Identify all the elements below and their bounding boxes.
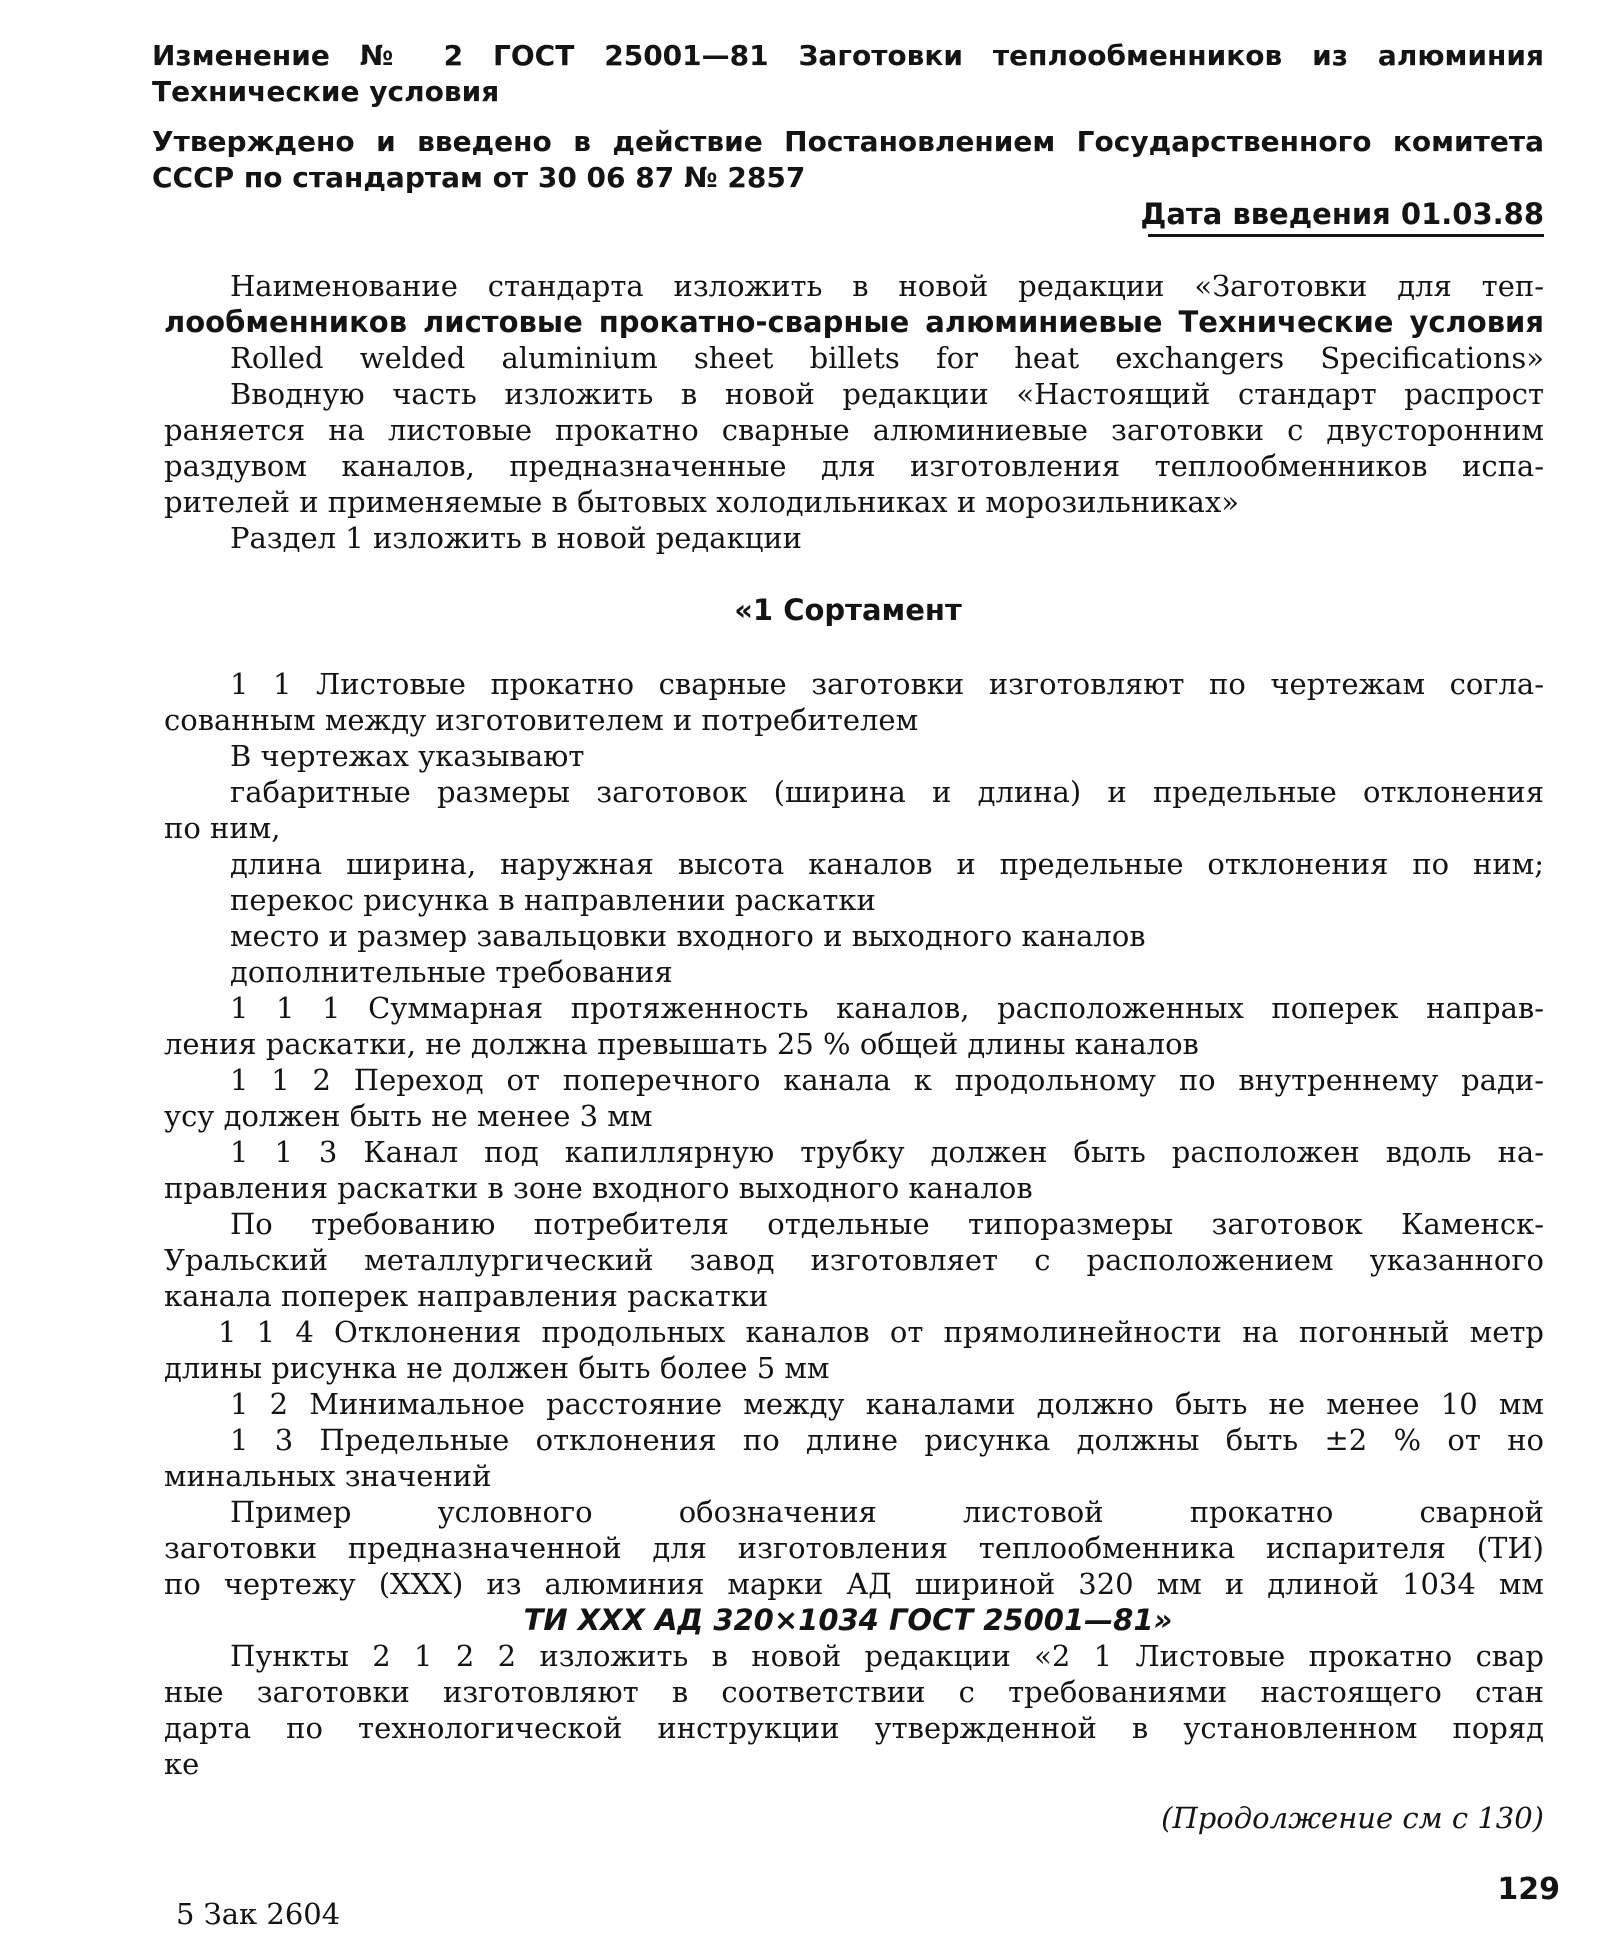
page-number: 129: [1497, 1872, 1560, 1907]
body-line: заготовки предназначенной для изготовления теплообменника испарителя (ТИ): [164, 1531, 1544, 1565]
body-line: перекос рисунка в направлении раскатки: [230, 883, 876, 917]
intro-line7: рителей и применяемые в бытовых холодильниках и морозильниках»: [164, 485, 1239, 519]
body-line: 1 1 3 Канал под капиллярную трубку должен быть расположен вдоль на-: [230, 1135, 1544, 1169]
effective-date-underline: [1148, 234, 1544, 237]
intro-line1: Наименование стандарта изложить в новой редакции «Заготовки для теп-: [230, 269, 1544, 303]
body-line: Пункты 2 1 2 2 изложить в новой редакции «2 1 Листовые прокатно свар: [230, 1639, 1544, 1673]
body-line: 1 1 Листовые прокатно сварные заготовки изготовляют по чертежам согла-: [230, 667, 1544, 701]
body-line: 1 1 1 Суммарная протяженность каналов, расположенных поперек направ-: [230, 991, 1544, 1025]
body-line: 1 1 2 Переход от поперечного канала к продольному по внутреннему ради-: [230, 1063, 1544, 1097]
body-line: По требованию потребителя отдельные типоразмеры заготовок Каменск-: [230, 1207, 1544, 1241]
body-line: 1 2 Минимальное расстояние между каналами должно быть не менее 10 мм: [230, 1387, 1544, 1421]
intro-line8: Раздел 1 изложить в новой редакции: [230, 521, 802, 555]
body-line: дарта по технологической инструкции утвержденной в установленном поряд: [164, 1711, 1544, 1745]
body-line: ления раскатки, не должна превышать 25 % общей длины каналов: [164, 1027, 1199, 1061]
body-line: 1 1 4 Отклонения продольных каналов от прямолинейности на погонный метр: [218, 1315, 1544, 1349]
body-line: габаритные размеры заготовок (ширина и длина) и предельные отклонения: [230, 775, 1544, 809]
body-line: правления раскатки в зоне входного выходного каналов: [164, 1171, 1033, 1205]
approval-line1: Утверждено и введено в действие Постановлением Государственного комитета: [152, 125, 1544, 158]
body-line: ке: [164, 1747, 200, 1781]
body-line: канала поперек направления раскатки: [164, 1279, 769, 1313]
amendment-title-line1: Изменение № 2 ГОСТ 25001—81 Заготовки теплообменников из алюминия: [152, 39, 1544, 72]
designation-example: ТИ XXX АД 320×1034 ГОСТ 25001—81»: [523, 1603, 1173, 1637]
intro-line6: раздувом каналов, предназначенные для изготовления теплообменников испа-: [164, 449, 1544, 483]
body-line: длины рисунка не должен быть более 5 мм: [164, 1351, 830, 1385]
body-line: минальных значений: [164, 1459, 492, 1493]
continuation-note: (Продолжение см с 130): [1161, 1801, 1544, 1835]
body-line: В чертежах указывают: [230, 739, 585, 773]
body-line: длина ширина, наружная высота каналов и предельные отклонения по ним;: [230, 847, 1544, 881]
approval-line2: СССР по стандартам от 30 06 87 № 2857: [152, 161, 806, 194]
intro-line3: Rolled welded aluminium sheet billets for heat exchangers Specifications»: [230, 341, 1544, 375]
body-line: место и размер завальцовки входного и выходного каналов: [230, 919, 1146, 953]
body-line: по ним,: [164, 811, 281, 845]
body-line: ные заготовки изготовляют в соответствии с требованиями настоящего стан: [164, 1675, 1544, 1709]
body-line: дополнительные требования: [230, 955, 673, 989]
intro-line2: лообменников листовые прокатно-сварные алюминиевые Технические условия: [164, 305, 1544, 339]
body-line: по чертежу (XXX) из алюминия марки АД шириной 320 мм и длиной 1034 мм: [164, 1567, 1544, 1601]
body-line: усу должен быть не менее 3 мм: [164, 1099, 653, 1133]
body-line: Пример условного обозначения листовой прокатно сварной: [230, 1495, 1544, 1529]
intro-line4: Вводную часть изложить в новой редакции «Настоящий стандарт распрост: [230, 377, 1544, 411]
effective-date: Дата введения 01.03.88: [1140, 197, 1544, 231]
print-order: 5 Зак 2604: [176, 1897, 341, 1931]
body-line: сованным между изготовителем и потребителем: [164, 703, 919, 737]
section-title: «1 Сортамент: [734, 593, 962, 627]
amendment-title-line2: Технические условия: [152, 75, 500, 108]
intro-line5: раняется на листовые прокатно сварные алюминиевые заготовки с двусторонним: [164, 413, 1544, 447]
body-line: 1 3 Предельные отклонения по длине рисунка должны быть ±2 % от но: [230, 1423, 1544, 1457]
body-line: Уральский металлургический завод изготовляет с расположением указанного: [164, 1243, 1544, 1277]
